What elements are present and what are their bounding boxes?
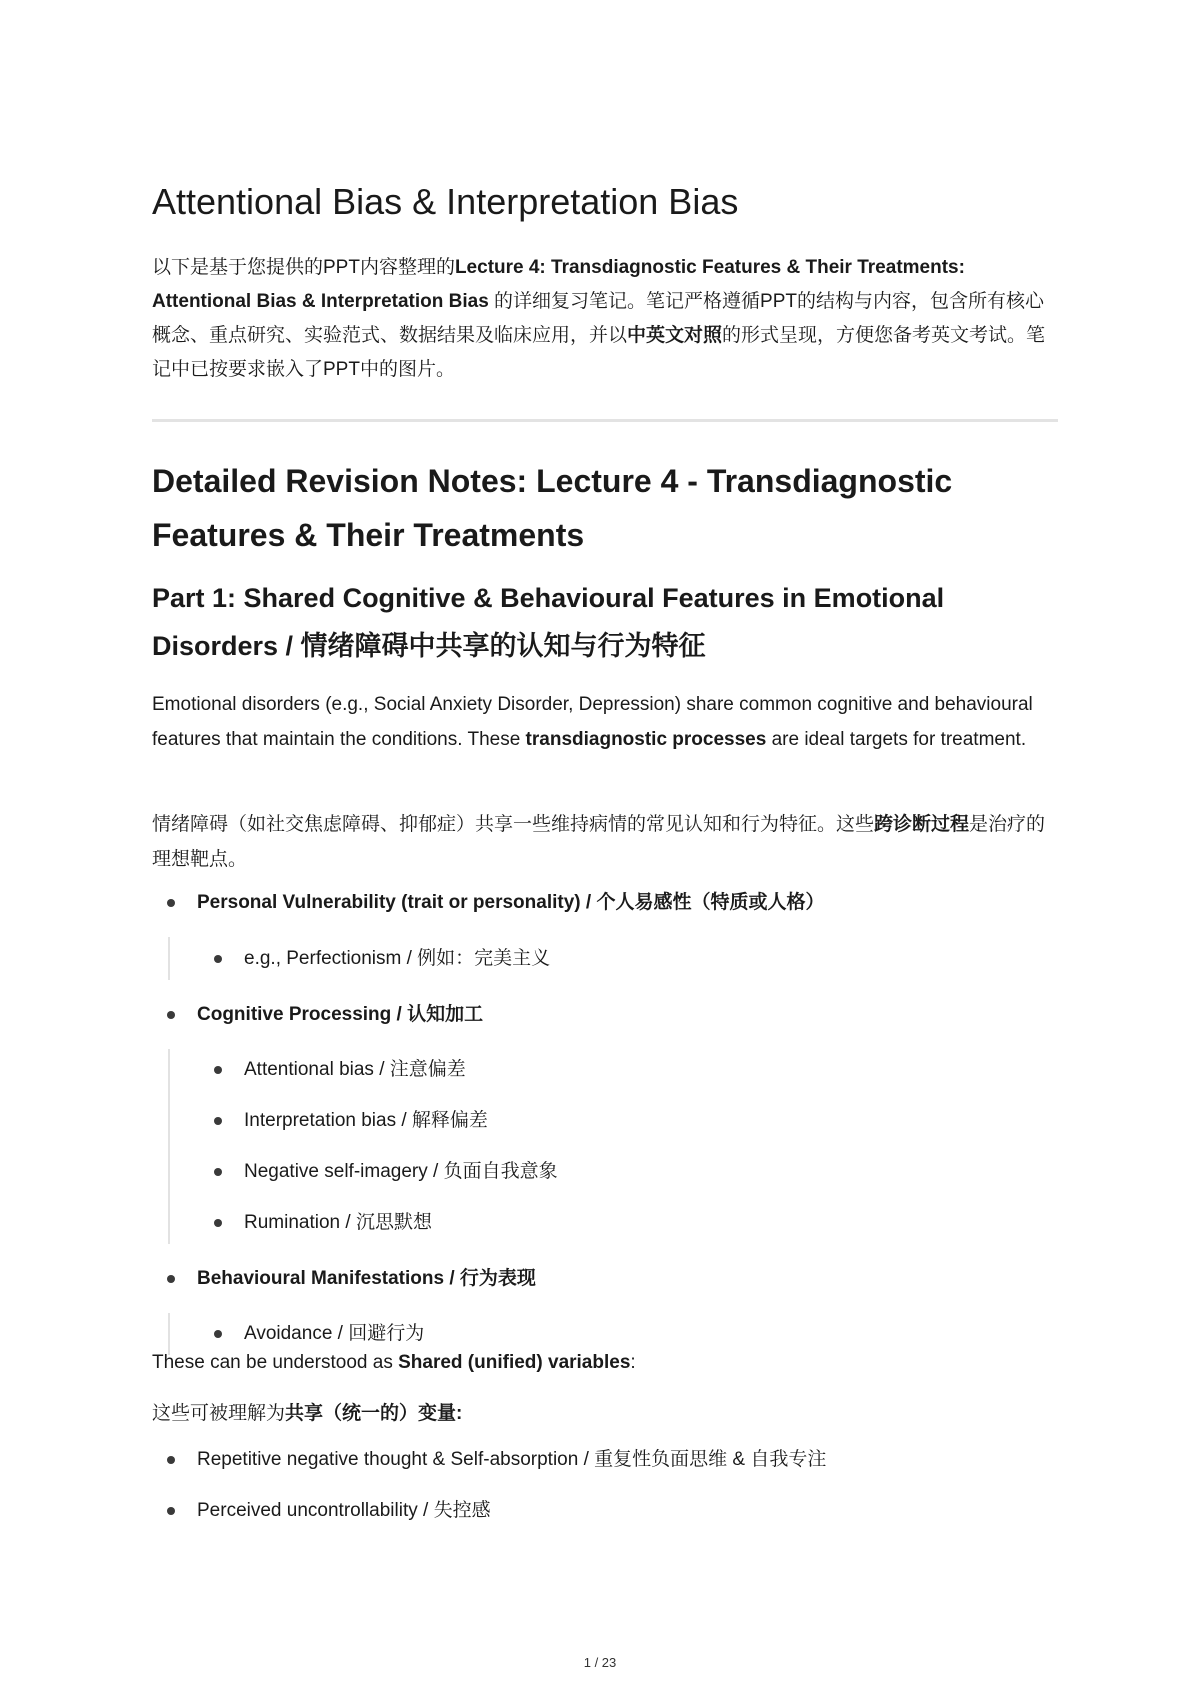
sub-list-item [170, 937, 1058, 980]
bullet-icon [214, 1330, 222, 1338]
sub-list-item [170, 1146, 1058, 1197]
horizontal-divider [152, 419, 1058, 422]
shared-variables-list [152, 1447, 1058, 1523]
page-number: 1 / 23 [583, 1655, 617, 1670]
bullet-icon [167, 899, 175, 907]
bullet-icon [214, 1066, 222, 1074]
list-item [152, 1498, 1058, 1523]
list-item-label: Personal Vulnerability (trait or personality) / 个人易感性（特质或人格） [197, 892, 825, 913]
intro-text-2: 的详细复习笔记。笔记严格遵循PPT的结构与内容，包含所有核心概念、重点研究、实验范式、数据结果及临床应用，并以 [152, 291, 1045, 346]
list-item-text: Repetitive negative thought & Self-absorption / 重复性负面思维 & 自我专注 [197, 1449, 827, 1470]
bullet-icon [214, 1219, 222, 1227]
list-item [152, 1266, 1058, 1291]
document-title: Attentional Bias & Interpretation Bias [152, 181, 739, 222]
paragraph-zh [152, 807, 1058, 877]
shared-zh-text-1: 这些可被理解为 [152, 1403, 286, 1424]
list-item-label: Cognitive Processing / 认知加工 [197, 1004, 484, 1025]
shared-en-text-1: These can be understood as [152, 1352, 399, 1373]
bullet-icon [167, 1275, 175, 1283]
paragraph-en [152, 687, 1058, 757]
features-list [152, 890, 1058, 1355]
sub-list-item [170, 1049, 1058, 1095]
sub-list-item-text: Rumination / 沉思默想 [244, 1212, 432, 1233]
list-item [152, 1002, 1058, 1027]
intro-bilingual-emphasis: 中英文对照 [627, 325, 723, 346]
shared-en-text-2: : [630, 1352, 636, 1373]
notes-heading: Detailed Revision Notes: Lecture 4 - Transdiagnostic Features & Their Treatments [152, 463, 953, 553]
bullet-icon [167, 1456, 175, 1464]
sub-list-item-text: Negative self-imagery / 负面自我意象 [244, 1161, 558, 1182]
list-item [152, 890, 1058, 915]
paragraph-zh-text-2: 是治疗的理想靶点。 [152, 814, 1046, 870]
paragraph-zh-text-1: 情绪障碍（如社交焦虑障碍、抑郁症）共享一些维持病情的常见认知和行为特征。这些 [152, 814, 875, 835]
sub-list-wrapper [152, 937, 1058, 980]
shared-variables-en [152, 1345, 1058, 1380]
intro-text-3: 的形式呈现，方便您备考英文考试。笔记中已按要求嵌入了PPT中的图片。 [152, 325, 1046, 380]
shared-zh-bold: 共享（统一的）变量: [285, 1403, 463, 1424]
shared-en-bold: Shared (unified) variables [398, 1352, 631, 1373]
sub-list-item [170, 1095, 1058, 1146]
paragraph-zh-bold: 跨诊断过程 [874, 814, 970, 835]
sub-list-group [168, 937, 1058, 980]
sub-list-item-text: Avoidance / 回避行为 [244, 1323, 425, 1344]
intro-paragraph [152, 251, 1058, 387]
paragraph-en-text-1: Emotional disorders (e.g., Social Anxiety Disorder, Depression) share common cognitive and behavioural features that maintain the conditions. These [152, 694, 1033, 750]
paragraph-en-bold: transdiagnostic processes [525, 729, 767, 750]
sub-list-item-text: Attentional bias / 注意偏差 [244, 1059, 466, 1080]
list-item [152, 1447, 1058, 1472]
intro-lecture-title: Lecture 4: Transdiagnostic Features & Their Treatments: Attentional Bias & Interpretation Bias [152, 257, 965, 312]
list-item-text: Perceived uncontrollability / 失控感 [197, 1500, 491, 1521]
sub-list-item-text: e.g., Perfectionism / 例如：完美主义 [244, 948, 551, 969]
bullet-icon [214, 955, 222, 963]
shared-variables-zh [152, 1396, 1058, 1431]
intro-text-1: 以下是基于您提供的PPT内容整理的 [152, 257, 455, 278]
part1-heading: Part 1: Shared Cognitive & Behavioural Features in Emotional Disorders / 情绪障碍中共享的认知与行为特征 [152, 583, 945, 661]
bullet-icon [167, 1507, 175, 1515]
sub-list-wrapper [152, 1049, 1058, 1244]
sub-list-item [170, 1197, 1058, 1244]
paragraph-en-text-2: are ideal targets for treatment. [766, 729, 1027, 750]
sub-list-item-text: Interpretation bias / 解释偏差 [244, 1110, 488, 1131]
bullet-icon [214, 1117, 222, 1125]
sub-list-group [168, 1049, 1058, 1244]
list-item-label: Behavioural Manifestations / 行为表现 [197, 1268, 536, 1289]
bullet-icon [167, 1011, 175, 1019]
bullet-icon [214, 1168, 222, 1176]
